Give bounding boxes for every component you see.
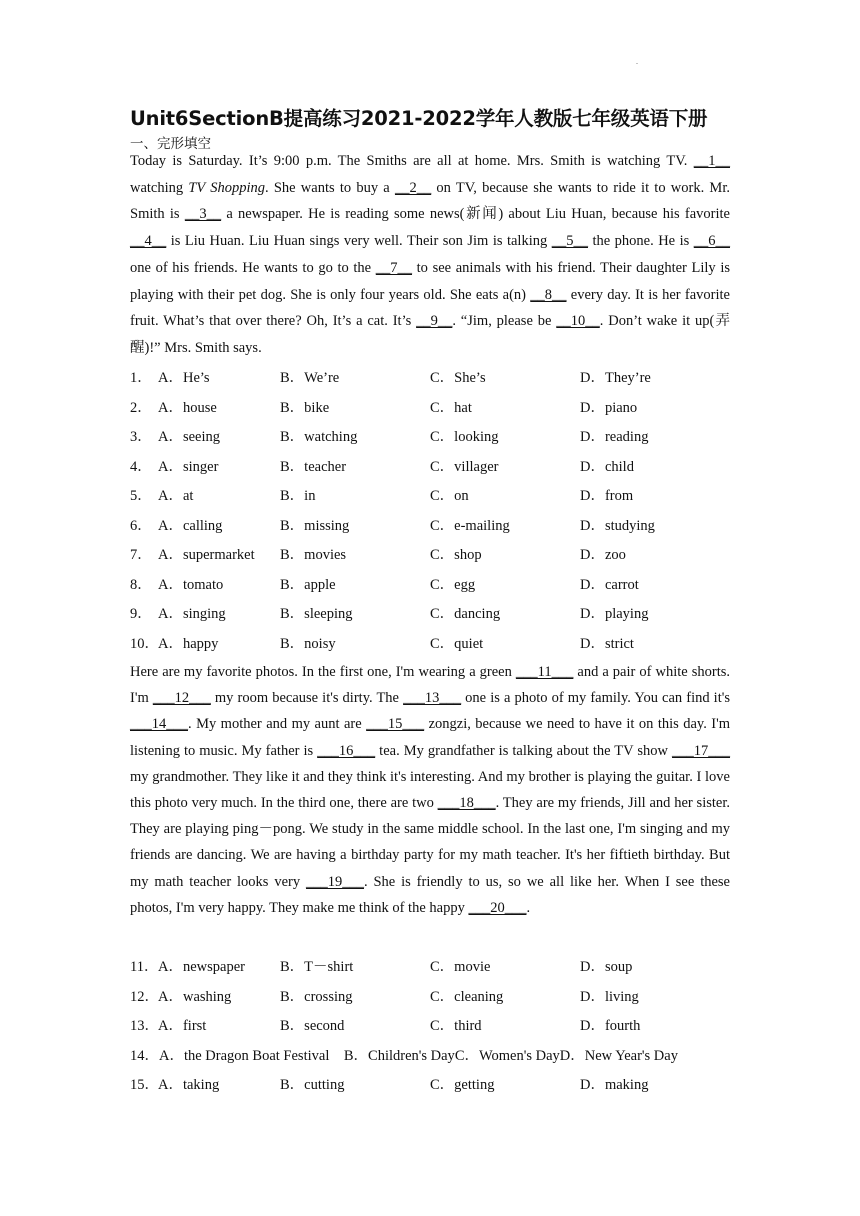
- italic-title: TV Shopping: [188, 179, 266, 196]
- question-number: 14．: [130, 1047, 159, 1064]
- question-row: [130, 546, 730, 576]
- question-number: 9．: [130, 606, 152, 622]
- blank-marker: __10__: [556, 313, 600, 330]
- blank-marker: __1__: [693, 153, 730, 169]
- passage-text: every day. It is her favorite fruit. What’s that over there? Oh, It’s a cat. It’s: [130, 286, 730, 330]
- question-number: 4．: [130, 458, 152, 475]
- blank-marker: ___19___: [305, 873, 364, 890]
- option-a[interactable]: A．singer: [158, 458, 219, 475]
- option-a[interactable]: A．house: [158, 399, 217, 416]
- option-d[interactable]: D．living: [580, 988, 639, 1005]
- passage-text: on TV, because she wants to ride it to work. Mr. Smith is: [130, 179, 730, 223]
- blank-marker: ___16___: [317, 742, 376, 759]
- option-d[interactable]: D．strict: [580, 635, 634, 652]
- option-a[interactable]: A．calling: [158, 517, 223, 534]
- question-number: 2．: [130, 399, 152, 416]
- option-c[interactable]: C．She’s: [430, 370, 486, 386]
- blank-marker: ___20___: [468, 899, 527, 916]
- passage-text: Today is Saturday. It’s 9:00 p.m. The Smiths are all at home. Mrs. Smith is watching TV.: [130, 153, 694, 169]
- question-number: 3．: [130, 429, 152, 445]
- question-row: [130, 487, 730, 517]
- option-a[interactable]: A．singing: [158, 606, 226, 622]
- option-c[interactable]: C．quiet: [430, 635, 484, 652]
- question-number: 6．: [130, 517, 152, 534]
- option-d[interactable]: D．piano: [580, 399, 638, 416]
- question-row: [130, 369, 730, 399]
- option-d[interactable]: D．fourth: [580, 1018, 641, 1034]
- option-c[interactable]: C．dancing: [430, 606, 501, 622]
- document-title: Unit6SectionB提高练习2021-2022学年人教版七年级英语下册: [130, 107, 708, 130]
- passage-text: is Liu Huan. Liu Huan sings very well. Their son Jim is talking: [166, 233, 552, 250]
- blank-marker: ___18___: [437, 795, 496, 812]
- passage-text: one of his friends. He wants to go to the: [130, 259, 376, 276]
- option-a[interactable]: A．first: [158, 1018, 207, 1034]
- passage-text: my grandmother. They like it and they think it's interesting. And my brother is playing the guitar. I love this photo very much. In the third one, there are two: [130, 768, 730, 812]
- passage-text: Here are my favorite photos. In the first one, I'm wearing a green: [130, 664, 516, 680]
- option-a[interactable]: A．newspaper: [158, 959, 245, 975]
- question-inline: [130, 1047, 678, 1065]
- option-c[interactable]: C．shop: [430, 547, 482, 563]
- option-a[interactable]: A．supermarket: [158, 547, 255, 563]
- question-row: [130, 399, 730, 429]
- option-a[interactable]: A．happy: [158, 635, 219, 652]
- passage-text: a newspaper. He is reading some news(新闻) about Liu Huan, because his favorite: [221, 206, 730, 223]
- blank-marker: ___12___: [152, 690, 211, 707]
- option-a[interactable]: A．at: [158, 488, 194, 504]
- option-b[interactable]: B．missing: [280, 517, 350, 534]
- question-number: 12．: [130, 988, 159, 1005]
- passage-text: zongzi, because we need to have it on this day. I'm listening to music. My father is: [130, 716, 731, 759]
- passage-text: . She wants to buy a: [265, 179, 395, 196]
- option-c[interactable]: C．egg: [430, 576, 476, 593]
- passage-text: . My mother and my aunt are: [188, 716, 367, 733]
- passage-text: . She is friendly to us, so we all like her. When I see these photos, I'm very happy. They make me think of the happy: [130, 873, 730, 916]
- passage-text: to see animals with his friend. Their daughter Lily is playing with their pet dog. She is only four years old. She eats a(n): [130, 259, 730, 303]
- blank-marker: ___17___: [672, 742, 731, 759]
- question-list-2: [130, 958, 730, 1106]
- option-c[interactable]: C．on: [430, 488, 469, 504]
- question-number: 15．: [130, 1077, 159, 1093]
- option-c[interactable]: C．villager: [430, 458, 499, 475]
- section-heading: 一、完形填空: [130, 136, 211, 152]
- option-a[interactable]: A．He’s: [158, 370, 210, 386]
- question-row: [130, 517, 730, 547]
- option-b[interactable]: B．sleeping: [280, 606, 353, 622]
- passage-text: tea. My grandfather is talking about the TV show: [375, 742, 673, 759]
- option-b[interactable]: B．cutting: [280, 1077, 345, 1093]
- passage-text: . “Jim, please be: [452, 313, 557, 330]
- option-c[interactable]: C．e-mailing: [430, 517, 510, 534]
- option-b[interactable]: B．bike: [280, 399, 330, 416]
- blank-marker: ___13___: [403, 690, 462, 707]
- passage-text: my room because it's dirty. The: [210, 690, 404, 707]
- option-c[interactable]: C．Women's Day: [454, 1047, 560, 1064]
- option-c[interactable]: C．looking: [430, 429, 499, 445]
- option-d[interactable]: D．They’re: [580, 370, 651, 386]
- option-b[interactable]: B．in: [280, 488, 316, 504]
- question-row: [130, 428, 730, 458]
- question-row: [130, 1076, 730, 1106]
- option-b[interactable]: B．teacher: [280, 458, 347, 475]
- option-c[interactable]: C．movie: [430, 959, 491, 975]
- blank-marker: ___11___: [515, 664, 574, 680]
- question-number: 7．: [130, 547, 152, 563]
- question-row: [130, 1017, 730, 1047]
- option-b[interactable]: B．Children's Day: [343, 1047, 455, 1064]
- question-number: 11．: [130, 959, 159, 975]
- option-a[interactable]: A．tomato: [158, 576, 224, 593]
- option-d[interactable]: D．making: [580, 1077, 649, 1093]
- cloze-passage-1: [130, 148, 730, 362]
- option-d[interactable]: D．New Year's Day: [559, 1047, 678, 1064]
- question-number: 5．: [130, 488, 152, 504]
- header-mark: .: [636, 57, 638, 66]
- option-a[interactable]: A．taking: [158, 1077, 220, 1093]
- option-a[interactable]: A．seeing: [158, 429, 221, 445]
- passage-text: the phone. He is: [587, 233, 694, 250]
- question-number: 1．: [130, 370, 152, 386]
- question-list-1: [130, 369, 730, 664]
- option-b[interactable]: B．apple: [280, 576, 336, 593]
- option-d[interactable]: D．from: [580, 488, 634, 504]
- question-row: [130, 958, 730, 988]
- blank-marker: __3__: [184, 206, 222, 223]
- blank-marker: __2__: [394, 179, 432, 196]
- option-d[interactable]: D．child: [580, 458, 634, 475]
- question-row: [130, 458, 730, 488]
- option-b[interactable]: B．crossing: [280, 988, 353, 1005]
- option-a[interactable]: A．washing: [158, 988, 232, 1005]
- question-number: 8．: [130, 576, 152, 593]
- option-c[interactable]: C．cleaning: [430, 988, 504, 1005]
- blank-marker: ___15___: [366, 716, 425, 733]
- option-a[interactable]: A．the Dragon Boat Festival: [159, 1047, 330, 1064]
- option-d[interactable]: D．soup: [580, 959, 633, 975]
- option-b[interactable]: B．second: [280, 1018, 345, 1034]
- option-b[interactable]: B．T－shirt: [280, 959, 354, 975]
- option-b[interactable]: B．movies: [280, 547, 347, 563]
- passage-text: watching: [130, 179, 189, 196]
- blank-marker: __7__: [375, 259, 413, 276]
- option-c[interactable]: C．hat: [430, 399, 472, 416]
- blank-marker: ___14___: [130, 716, 188, 733]
- option-d[interactable]: D．studying: [580, 517, 655, 534]
- option-d[interactable]: D．zoo: [580, 547, 626, 563]
- option-c[interactable]: C．third: [430, 1018, 482, 1034]
- option-b[interactable]: B．watching: [280, 429, 358, 445]
- passage-text: one is a photo of my family. You can find it's: [461, 690, 730, 707]
- option-b[interactable]: B．noisy: [280, 635, 336, 652]
- question-row: [130, 988, 730, 1018]
- question-row: [130, 576, 730, 606]
- option-b[interactable]: B．We’re: [280, 370, 340, 386]
- blank-marker: __9__: [416, 313, 453, 330]
- cloze-passage-2: [130, 659, 730, 921]
- blank-marker: __5__: [551, 233, 588, 250]
- blank-marker: __4__: [130, 233, 167, 250]
- question-row: [130, 1047, 730, 1077]
- question-row: [130, 605, 730, 635]
- blank-marker: __6__: [693, 233, 730, 250]
- passage-text: . Don’t wake it up(弄醒)!” Mrs. Smith says.: [130, 313, 731, 356]
- passage-text: and a pair of white shorts. I'm: [130, 664, 730, 707]
- blank-marker: __8__: [530, 286, 567, 303]
- option-d[interactable]: D．carrot: [580, 576, 639, 593]
- passage-text: . They are my friends, Jill and her sister. They are playing ping－pong. We study in the same middle school. In the last one, I'm singing and my friends are dancing. We are having a birthday party for my math teacher. It's her fiftieth birthday. But my math teacher looks very: [130, 795, 730, 890]
- option-d[interactable]: D．playing: [580, 606, 649, 622]
- option-d[interactable]: D．reading: [580, 429, 649, 445]
- question-number: 13．: [130, 1018, 159, 1034]
- option-c[interactable]: C．getting: [430, 1077, 495, 1093]
- passage-text: .: [526, 899, 531, 916]
- question-number: 10．: [130, 635, 159, 652]
